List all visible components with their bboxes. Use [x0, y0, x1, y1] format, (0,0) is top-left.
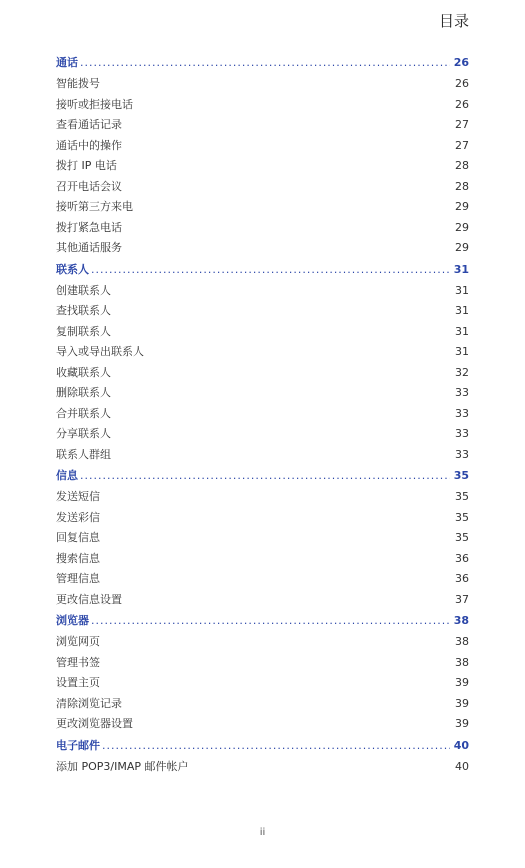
toc-section-heading[interactable]	[56, 735, 469, 757]
toc-entry[interactable]	[56, 95, 469, 116]
toc-entry[interactable]	[56, 177, 469, 198]
toc-entry[interactable]	[56, 383, 469, 404]
toc-entry[interactable]	[56, 218, 469, 239]
toc-section-heading[interactable]	[56, 259, 469, 281]
entry-page: 33	[455, 447, 469, 461]
toc-entry[interactable]	[56, 445, 469, 466]
toc-entry[interactable]	[56, 569, 469, 590]
entry-page: 31	[455, 324, 469, 338]
entry-page: 35	[455, 531, 469, 544]
entry-label: 接听或拒接电话	[56, 97, 133, 111]
entry-label: 召开电话会议	[56, 179, 122, 193]
entry-page: 29	[455, 200, 469, 213]
toc-entry[interactable]	[56, 404, 469, 425]
entry-page: 36	[455, 551, 469, 565]
entry-label: 分享联系人	[56, 427, 111, 440]
entry-label: 复制联系人	[56, 324, 111, 338]
toc-entry[interactable]	[56, 363, 469, 384]
toc-section	[56, 52, 469, 259]
entry-page: 37	[455, 592, 469, 606]
toc-entry[interactable]	[56, 424, 469, 445]
entry-label: 导入或导出联系人	[56, 345, 144, 358]
toc-section-heading[interactable]	[56, 465, 469, 487]
entry-label: 收藏联系人	[56, 365, 111, 379]
page-title: 目录	[438, 12, 469, 30]
toc-entry[interactable]	[56, 301, 469, 322]
entry-label: 删除联系人	[56, 386, 111, 399]
entry-label: 拨打 IP 电话	[56, 159, 117, 172]
entry-label: 回复信息	[56, 531, 100, 544]
entry-label: 通话中的操作	[56, 138, 122, 152]
toc-section	[56, 610, 469, 735]
section-page: 40	[453, 738, 469, 752]
entry-page: 29	[455, 241, 469, 254]
entry-page: 38	[455, 635, 469, 648]
toc-entry[interactable]	[56, 281, 469, 302]
page-number: ii	[259, 827, 266, 838]
entry-label: 发送短信	[56, 490, 100, 503]
entry-page: 32	[455, 365, 469, 379]
dot-leader	[80, 52, 450, 74]
entry-page: 33	[455, 406, 469, 420]
entry-label: 拨打紧急电话	[56, 220, 122, 234]
toc-section	[56, 465, 469, 610]
entry-page: 29	[455, 220, 469, 234]
entry-label: 清除浏览记录	[56, 696, 122, 710]
section-page: 26	[453, 56, 469, 69]
entry-page: 33	[455, 427, 469, 440]
entry-label: 接听第三方来电	[56, 200, 133, 213]
entry-label: 更改信息设置	[56, 592, 122, 606]
toc-entry[interactable]	[56, 115, 469, 136]
toc-entry[interactable]	[56, 549, 469, 570]
toc-entry[interactable]	[56, 632, 469, 653]
entry-label: 创建联系人	[56, 283, 111, 297]
section-title: 联系人	[56, 262, 89, 276]
toc-entry[interactable]	[56, 528, 469, 549]
entry-label: 管理信息	[56, 572, 100, 585]
entry-label: 浏览网页	[56, 635, 100, 648]
entry-page: 31	[455, 304, 469, 317]
dot-leader	[91, 259, 450, 281]
entry-page: 40	[455, 759, 469, 773]
entry-page: 28	[455, 179, 469, 193]
toc-section-heading[interactable]	[56, 610, 469, 632]
entry-label: 合并联系人	[56, 406, 111, 420]
entry-page: 27	[455, 138, 469, 152]
entry-page: 39	[455, 676, 469, 689]
entry-page: 28	[455, 159, 469, 172]
entry-page: 36	[455, 572, 469, 585]
table-of-contents	[56, 52, 469, 777]
toc-entry[interactable]	[56, 74, 469, 95]
section-title: 通话	[56, 56, 78, 69]
entry-label: 搜索信息	[56, 551, 100, 565]
entry-label: 查看通话记录	[56, 118, 122, 131]
toc-entry[interactable]	[56, 322, 469, 343]
toc-entry[interactable]	[56, 590, 469, 611]
toc-entry[interactable]	[56, 238, 469, 259]
section-title: 浏览器	[56, 614, 89, 627]
toc-entry[interactable]	[56, 342, 469, 363]
section-title: 电子邮件	[56, 738, 100, 752]
toc-entry[interactable]	[56, 757, 469, 778]
toc-entry[interactable]	[56, 508, 469, 529]
entry-page: 26	[455, 97, 469, 111]
toc-entry[interactable]	[56, 136, 469, 157]
toc-entry[interactable]	[56, 714, 469, 735]
entry-page: 35	[455, 490, 469, 503]
dot-leader	[102, 735, 450, 757]
entry-label: 添加 POP3/IMAP 邮件帐户	[56, 759, 189, 773]
toc-section	[56, 735, 469, 778]
entry-label: 发送彩信	[56, 510, 100, 524]
section-page: 35	[453, 469, 469, 482]
entry-label: 管理书签	[56, 655, 100, 669]
entry-label: 设置主页	[56, 676, 100, 689]
toc-entry[interactable]	[56, 694, 469, 715]
toc-section-heading[interactable]	[56, 52, 469, 74]
section-page: 31	[453, 262, 469, 276]
entry-page: 26	[455, 77, 469, 90]
entry-label: 联系人群组	[56, 447, 111, 461]
entry-page: 33	[455, 386, 469, 399]
section-page: 38	[453, 614, 469, 627]
section-title: 信息	[56, 469, 78, 482]
entry-label: 更改浏览器设置	[56, 717, 133, 730]
entry-label: 查找联系人	[56, 304, 111, 317]
toc-entry[interactable]	[56, 197, 469, 218]
entry-page: 38	[455, 655, 469, 669]
dot-leader	[80, 465, 450, 487]
entry-page: 31	[455, 283, 469, 297]
entry-page: 31	[455, 345, 469, 358]
toc-entry[interactable]	[56, 156, 469, 177]
toc-entry[interactable]	[56, 673, 469, 694]
entry-page: 35	[455, 510, 469, 524]
entry-label: 智能拨号	[56, 77, 100, 90]
toc-entry[interactable]	[56, 653, 469, 674]
entry-label: 其他通话服务	[56, 241, 122, 254]
toc-section	[56, 259, 469, 466]
entry-page: 39	[455, 717, 469, 730]
entry-page: 27	[455, 118, 469, 131]
toc-entry[interactable]	[56, 487, 469, 508]
dot-leader	[91, 610, 450, 632]
entry-page: 39	[455, 696, 469, 710]
